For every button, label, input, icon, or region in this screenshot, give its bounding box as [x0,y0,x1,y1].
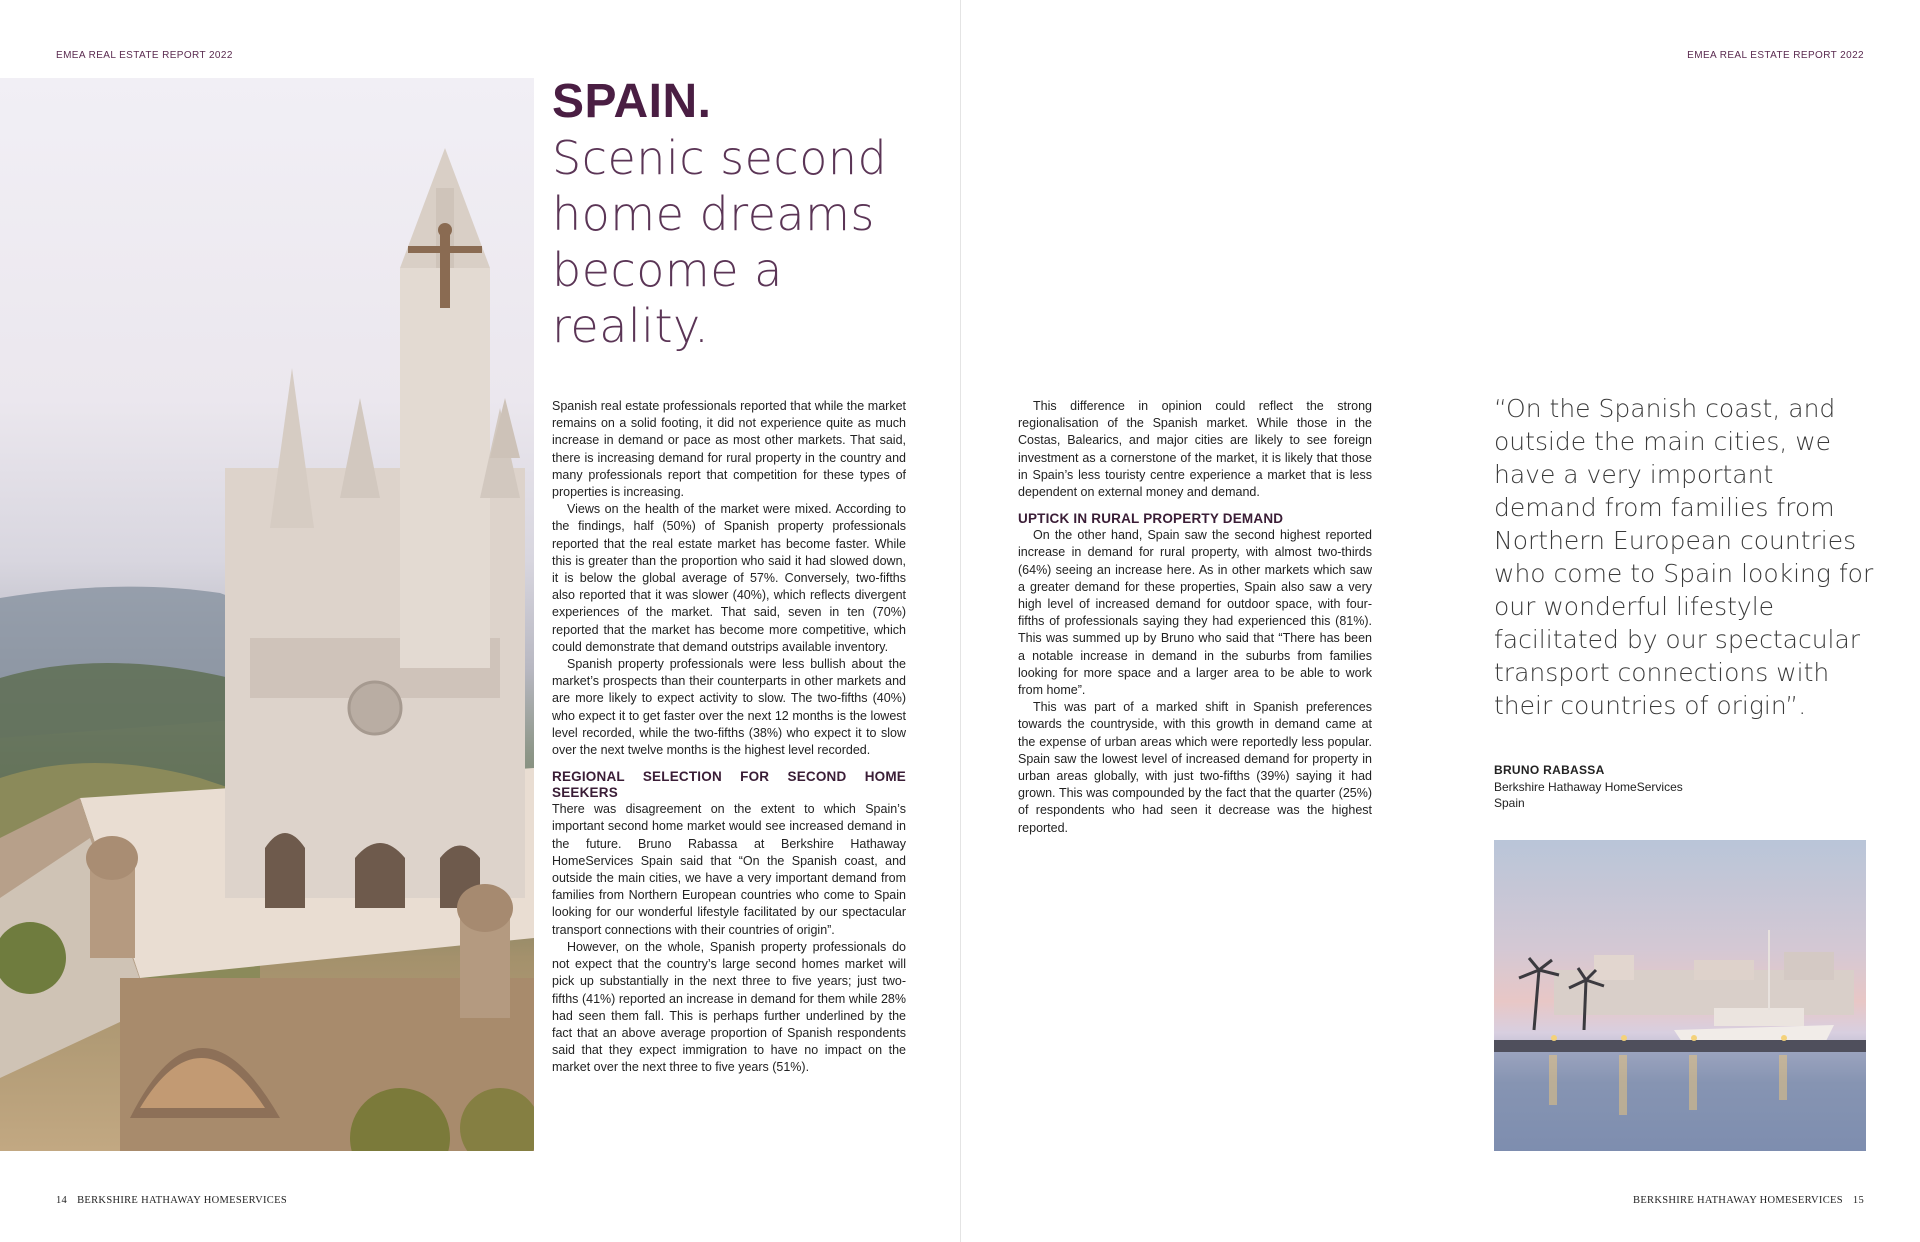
pull-quote: “On the Spanish coast, and outside the main cities, we have a very important demand from families from Northern European countries who come to Spain looking for our wonderful lifestyle facilitated by our spectacular transport connections with their countries of origin”. [1494,394,1874,720]
footer-right [1633,1195,1864,1206]
title-country: SPAIN. [552,75,712,128]
title-line: Scenic second [552,131,888,185]
page-number-right: 15 [1852,1195,1864,1206]
title-line: become a [552,243,783,297]
paragraph: There was disagreement on the extent to which Spain’s important second home market would see increased demand in the future. Bruno Rabassa at Berkshire Hathaway HomeServices Spain said that “On the Spanish coast, and outside the main cities, we have a very important demand from families from Northern European countries who come to Spain looking for our wonderful lifestyle facilitated by our spectacular transport connections with their countries of origin”. [552,802,906,937]
running-header-left: EMEA REAL ESTATE REPORT 2022 [56,50,233,61]
paragraph: However, on the whole, Spanish property professionals do not expect that the country’s large second homes market will pick up substantially in the next three to five years; just two-fifths (41%) reported an increase in demand for them while 28% had seen them fall. This is perhaps further underlined by the fact that an above average proportion of Spanish respondents said that they expect immigration to have no impact on the market over the next three to five years (51%). [552,939,906,1075]
attribution-name: BRUNO RABASSA [1494,763,1605,777]
body-column-right [1018,398,1372,837]
quote-attribution [1494,762,1874,812]
basilica-photo [0,78,534,1151]
marina-photo [1494,840,1866,1151]
section-heading-rural: UPTICK IN RURAL PROPERTY DEMAND [1018,511,1284,527]
footer-brand-right: BERKSHIRE HATHAWAY HOMESERVICES [1633,1195,1843,1206]
paragraph: On the other hand, Spain saw the second highest reported increase in demand for rural property, with almost two-thirds (64%) seeing an increase here. As in other markets which saw a greater demand for these properties, Spain also saw a very high level of increased demand for outdoor space, with four-fifths of professionals saying they had experienced this (81%). This was summed up by Bruno who said that “There has been a notable increase in demand in the suburbs from families looking for more space and a larger area to be able to work from home”. [1018,528,1372,698]
body-column-left [552,398,906,1077]
attribution-company: Berkshire Hathaway HomeServices [1494,779,1683,794]
title-subtitle [552,130,912,354]
paragraph: Spanish property professionals were less bullish about the market’s prospects than their counterparts in other markets and are more likely to expect activity to slow. The two-fifths (40%) who expect it to get faster over the next 12 months is the lowest level recorded, while the two-fifths (38%) who expect it to slow over the next twelve months is the highest level recorded. [552,657,906,758]
attribution-location: Spain [1494,796,1525,810]
paragraph: This was part of a marked shift in Spanish preferences towards the countryside, with this growth in demand came at the expense of urban areas which were reportedly less popular. Spain saw the lowest level of increased demand for property in urban areas globally, with just two-fifths (39%) saying it had grown. This was compounded by the fact that the quarter (25%) of respondents who had seen it decrease was the highest reported. [1018,700,1372,835]
paragraph: Views on the health of the market were mixed. According to the findings, half (50%) of Spanish property professionals reported that the real estate market has become faster. While this is greater than the proportion who said it had slowed down, it is below the global average of 57%. Conversely, two-fifths also reported that it was slower (40%), which reflects divergent experiences of the market. That said, seven in ten (70%) reported that the market has become more competitive, which could demonstrate that demand outstrips available inventory. [552,502,906,654]
article-title [552,75,912,354]
footer-left [56,1195,287,1206]
paragraph: Spanish real estate professionals reported that while the market remains on a solid footing, it did not experience quite as much increase in demand or pace as most other markets. That said, there is increasing demand for rural property in the country and many professionals report that competition for these types of properties is increasing. [552,399,906,500]
page-number-left: 14 [56,1195,68,1206]
paragraph: This difference in opinion could reflect the strong regionalisation of the Spanish market. While those in the Costas, Balearics, and major cities are likely to see foreign investment as a cornerstone of the market, it is likely that those in Spain’s less touristy centre experience a market that is less dependent on external money and demand. [1018,399,1372,500]
running-header-right: EMEA REAL ESTATE REPORT 2022 [1687,50,1864,61]
title-line: home dreams [552,187,875,241]
spread-divider [960,0,961,1242]
footer-brand-left: BERKSHIRE HATHAWAY HOMESERVICES [77,1195,287,1206]
section-heading-regional: REGIONAL SELECTION FOR SECOND HOME SEEKERS [552,769,906,801]
title-line: reality. [552,299,710,353]
